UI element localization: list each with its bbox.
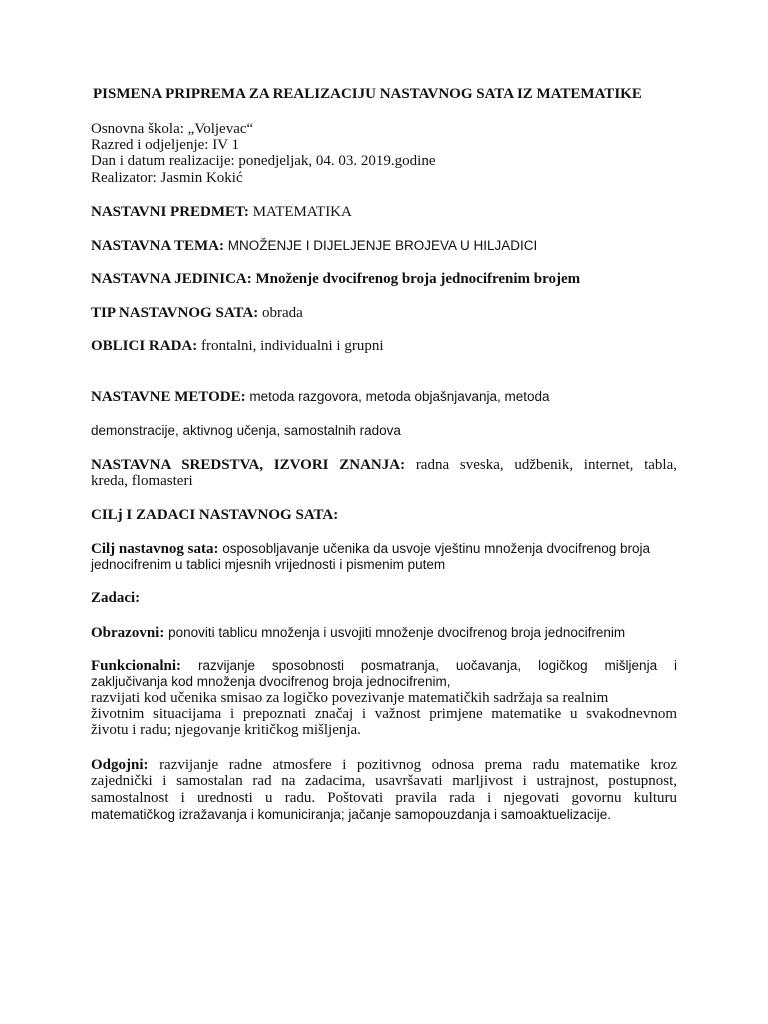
document-title: PISMENA PRIPREMA ZA REALIZACIJU NASTAVNOG SATA IZ MATEMATIKE bbox=[93, 86, 642, 102]
work-forms-value: frontalni, individualni i grupni bbox=[201, 338, 384, 354]
lesson-type-value: obrada bbox=[262, 305, 303, 321]
upbringing-line3: samostalnost i urednosti u radu. Poštovati pravila rada i njegovati govornu kulturu bbox=[91, 790, 677, 806]
subject-label: NASTAVNI PREDMET: bbox=[91, 204, 249, 220]
goals-heading: CILj I ZADACI NASTAVNOG SATA: bbox=[91, 507, 339, 523]
educational-label: Obrazovni: bbox=[91, 625, 165, 641]
educational-row bbox=[91, 624, 625, 642]
resources-value-line2: kreda, flomasteri bbox=[91, 473, 193, 489]
upbringing-row bbox=[91, 757, 677, 774]
functional-line4: životnim situacijama i prepoznati značaj i važnost primjene matematike u svakodnevnom bbox=[91, 706, 677, 722]
school-line: Osnovna škola: „Voljevac“ bbox=[91, 121, 254, 137]
work-forms-row bbox=[91, 338, 384, 355]
functional-line3: razvijati kod učenika smisao za logičko povezivanje matematičkih sadržaja sa realnim bbox=[91, 690, 609, 706]
tasks-heading: Zadaci: bbox=[91, 590, 141, 606]
methods-label: NASTAVNE METODE: bbox=[91, 389, 246, 405]
methods-value-line2: demonstracije, aktivnog učenja, samostalnih radova bbox=[91, 423, 401, 438]
class-line: Razred i odjeljenje: IV 1 bbox=[91, 137, 240, 153]
subject-value: MATEMATIKA bbox=[252, 204, 352, 220]
functional-line5: životu i radu; njegovanje kritičkog mišljenja. bbox=[91, 722, 361, 738]
unit-row bbox=[91, 271, 580, 288]
resources-row bbox=[91, 457, 677, 474]
methods-row bbox=[91, 388, 550, 406]
topic-label: NASTAVNA TEMA: bbox=[91, 238, 224, 254]
topic-row bbox=[91, 237, 537, 255]
author-line: Realizator: Jasmin Kokić bbox=[91, 170, 243, 186]
date-line: Dan i datum realizacije: ponedjeljak, 04. 03. 2019.godine bbox=[91, 153, 436, 169]
unit-label: NASTAVNA JEDINICA: bbox=[91, 271, 252, 287]
resources-value-line1: radna sveska, udžbenik, internet, tabla, bbox=[415, 457, 678, 473]
lesson-type-row bbox=[91, 305, 303, 322]
upbringing-label: Odgojni: bbox=[91, 757, 149, 773]
subject-row bbox=[91, 204, 352, 221]
goal-label: Cilj nastavnog sata: bbox=[91, 541, 219, 557]
work-forms-label: OBLICI RADA: bbox=[91, 338, 198, 354]
upbringing-line2: zajednički i samostalan rad na zadacima, usavršavati marljivost i ustrajnost, postupnost, bbox=[91, 773, 677, 789]
goal-value-line2: jednocifrenim u tablici mjesnih vrijednosti i pismenim putem bbox=[91, 557, 446, 572]
lesson-type-label: TIP NASTAVNOG SATA: bbox=[91, 305, 259, 321]
upbringing-line4: matematičkog izražavanja i komuniciranja; jačanje samopouzdanja i samoaktuelizacije. bbox=[91, 807, 612, 822]
topic-value: MNOŽENJE I DIJELJENJE BROJEVA U HILJADICI bbox=[227, 238, 538, 253]
methods-value-line1: metoda razgovora, metoda objašnjavanja, metoda bbox=[249, 389, 550, 404]
resources-label: NASTAVNA SREDSTVA, IZVORI ZNANJA: bbox=[91, 457, 406, 473]
functional-label: Funkcionalni: bbox=[91, 658, 182, 674]
goal-value-line1: osposobljavanje učenika da usvoje vještinu množenja dvocifrenog broja bbox=[222, 541, 651, 556]
functional-line2: zaključivanja kod množenja dvocifrenog broja jednocifrenim, bbox=[91, 674, 451, 689]
functional-line1: razvijanje sposobnosti posmatranja, uočavanja, logičkog mišljenja i bbox=[197, 658, 678, 673]
unit-value: Množenje dvocifrenog broja jednocifrenim brojem bbox=[255, 271, 581, 287]
educational-value: ponoviti tablicu množenja i usvojiti množenje dvocifrenog broja jednocifrenim bbox=[168, 625, 626, 640]
upbringing-line1: razvijanje radne atmosfere i pozitivnog odnosa prema radu matematike kroz bbox=[159, 757, 678, 773]
